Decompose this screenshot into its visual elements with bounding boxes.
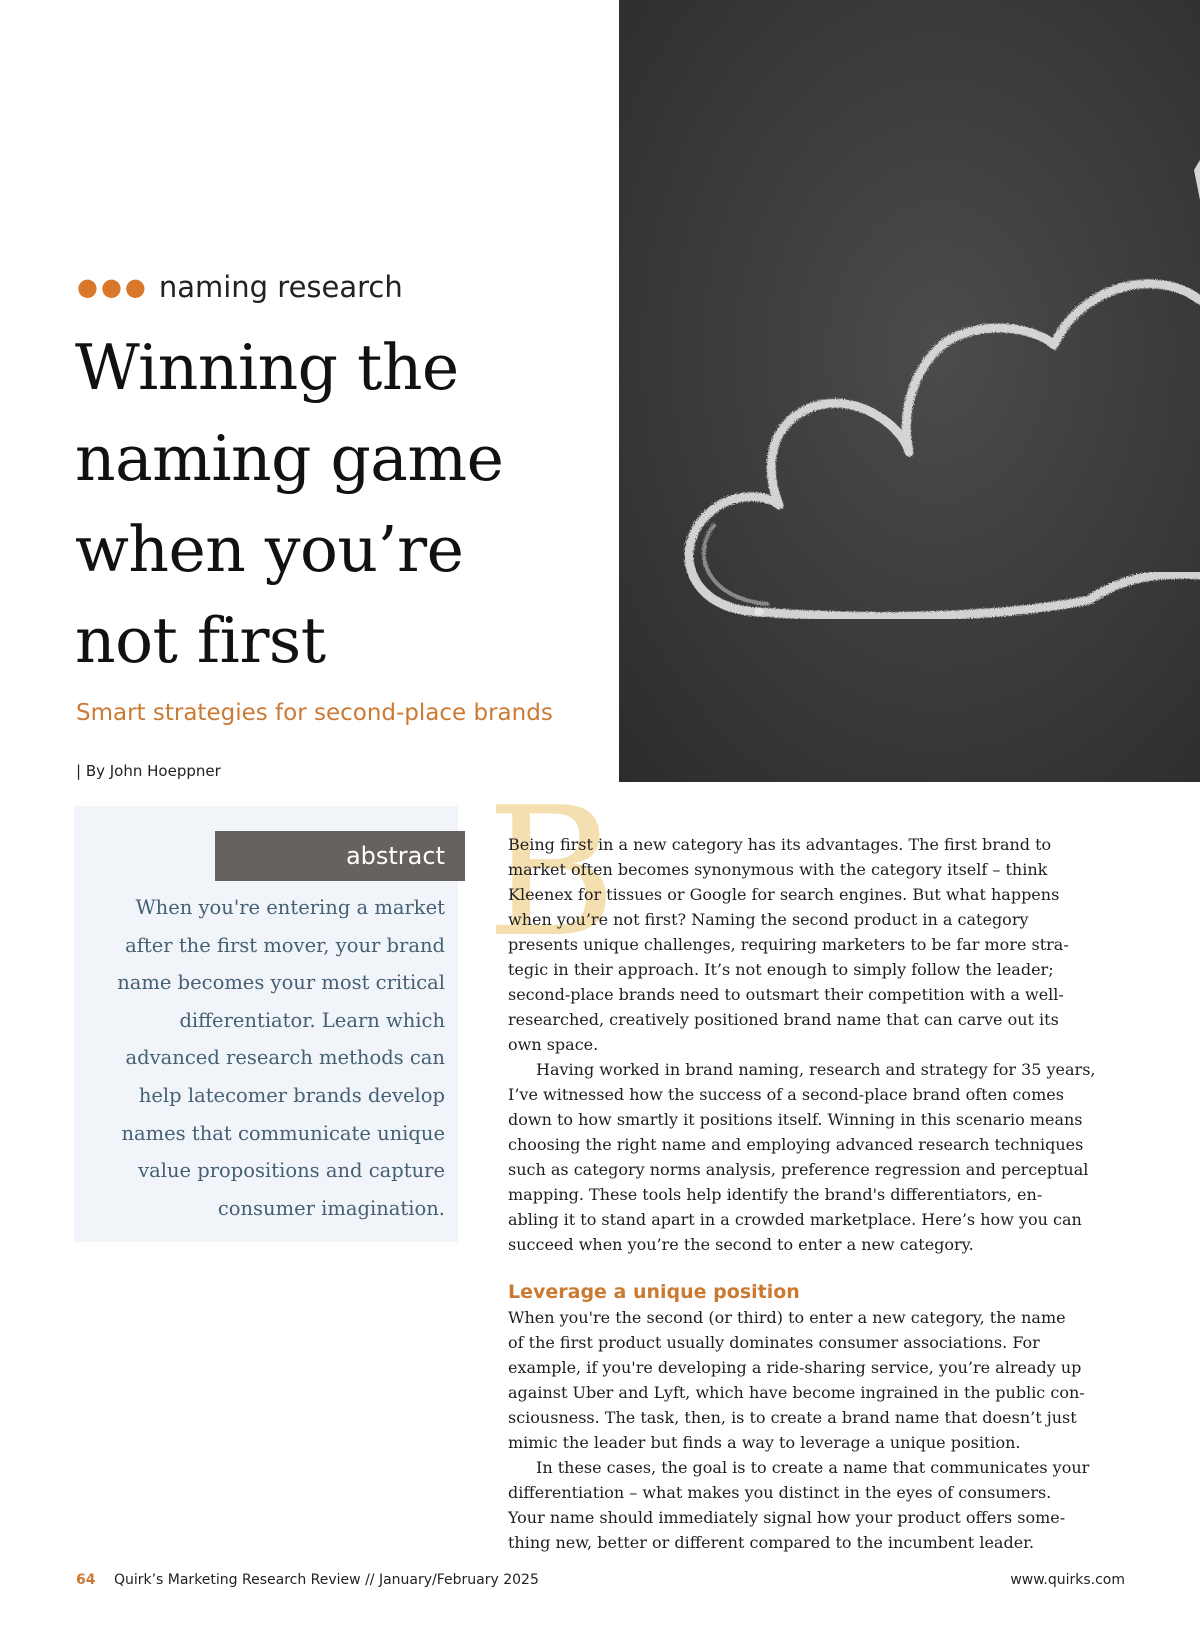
kicker-label: naming research	[158, 270, 403, 304]
text-line: In these cases, the goal is to create a name that communicates your	[536, 1458, 1090, 1477]
text-line: Having worked in brand naming, research and strategy for 35 years,	[536, 1060, 1096, 1079]
abstract-line: help latecomer brands develop	[138, 1083, 445, 1107]
publication-name: Quirk’s Marketing Research Review // January/February 2025	[113, 1572, 539, 1588]
text-line: choosing the right name and employing advanced research techniques	[508, 1135, 1084, 1154]
subtitle: Smart strategies for second-place brands	[76, 700, 553, 726]
paragraph	[508, 832, 1128, 1057]
headline-line: not first	[75, 604, 326, 677]
page-title	[75, 322, 615, 686]
text-line: I’ve witnessed how the success of a second-place brand often comes	[508, 1085, 1064, 1104]
text-line: own space.	[508, 1035, 599, 1054]
text-line: Kleenex for tissues or Google for search engines. But what happens	[508, 885, 1060, 904]
abstract-line: differentiator. Learn which	[179, 1008, 445, 1032]
text-line: against Uber and Lyft, which have become ingrained in the public con-	[508, 1383, 1085, 1402]
hero-photo	[619, 0, 1200, 782]
text-line: market often becomes synonymous with the category itself – think	[508, 860, 1048, 879]
abstract-line: consumer imagination.	[217, 1196, 445, 1220]
text-line: succeed when you’re the second to enter a new category.	[508, 1235, 974, 1254]
text-line: differentiation – what makes you distinct in the eyes of consumers.	[508, 1483, 1052, 1502]
headline-line: when you’re	[75, 513, 464, 586]
section-heading: Leverage a unique position	[508, 1281, 800, 1303]
abstract-line: names that communicate unique	[121, 1121, 445, 1145]
text-line: when you’re not first? Naming the second product in a category	[508, 910, 1029, 929]
text-line: researched, creatively positioned brand name that can carve out its	[508, 1010, 1059, 1029]
text-line: presents unique challenges, requiring marketers to be far more stra-	[508, 935, 1069, 954]
text-line: thing new, better or different compared to the incumbent leader.	[508, 1533, 1035, 1552]
text-line: down to how smartly it positions itself. Winning in this scenario means	[508, 1110, 1083, 1129]
abstract-line: name becomes your most critical	[117, 971, 445, 995]
chalk-cloud-icon	[619, 0, 1200, 782]
text-line: second-place brands need to outsmart their competition with a well-	[508, 985, 1064, 1004]
abstract-label: abstract	[215, 831, 465, 881]
text-line: tegic in their approach. It’s not enough to simply follow the leader;	[508, 960, 1054, 979]
headline-line: naming game	[75, 422, 504, 495]
article-body	[508, 832, 1128, 1555]
drop-cap: B	[486, 769, 617, 976]
text-line: mimic the leader but finds a way to leverage a unique position.	[508, 1433, 1021, 1452]
abstract-line: advanced research methods can	[125, 1046, 445, 1070]
abstract-line: after the first mover, your brand	[125, 933, 445, 957]
footer-publication	[76, 1572, 539, 1588]
text-line: Your name should immediately signal how your product offers some-	[508, 1508, 1066, 1527]
bullet-dots-icon: ●●●	[77, 273, 149, 301]
abstract-text	[96, 889, 445, 1227]
text-line: Being first in a new category has its advantages. The first brand to	[508, 835, 1052, 854]
text-line: sciousness. The task, then, is to create a brand name that doesn’t just	[508, 1408, 1077, 1427]
text-line: such as category norms analysis, preference regression and perceptual	[508, 1160, 1089, 1179]
paragraph	[508, 1057, 1128, 1257]
byline: | By John Hoeppner	[76, 762, 221, 780]
text-line: abling it to stand apart in a crowded marketplace. Here’s how you can	[508, 1210, 1082, 1229]
text-line: example, if you're developing a ride-sharing service, you’re already up	[508, 1358, 1082, 1377]
abstract-line: When you're entering a market	[135, 896, 445, 919]
headline-line: Winning the	[75, 331, 459, 404]
text-line: When you're the second (or third) to enter a new category, the name	[508, 1308, 1066, 1327]
page-number: 64	[76, 1572, 96, 1588]
paragraph	[508, 1455, 1128, 1555]
paragraph	[508, 1305, 1128, 1455]
footer-website-link[interactable]: www.quirks.com	[1010, 1572, 1125, 1588]
abstract-line: value propositions and capture	[138, 1159, 445, 1183]
text-line: of the first product usually dominates consumer associations. For	[508, 1333, 1040, 1352]
section-kicker	[77, 270, 403, 304]
text-line: mapping. These tools help identify the brand's differentiators, en-	[508, 1185, 1043, 1204]
